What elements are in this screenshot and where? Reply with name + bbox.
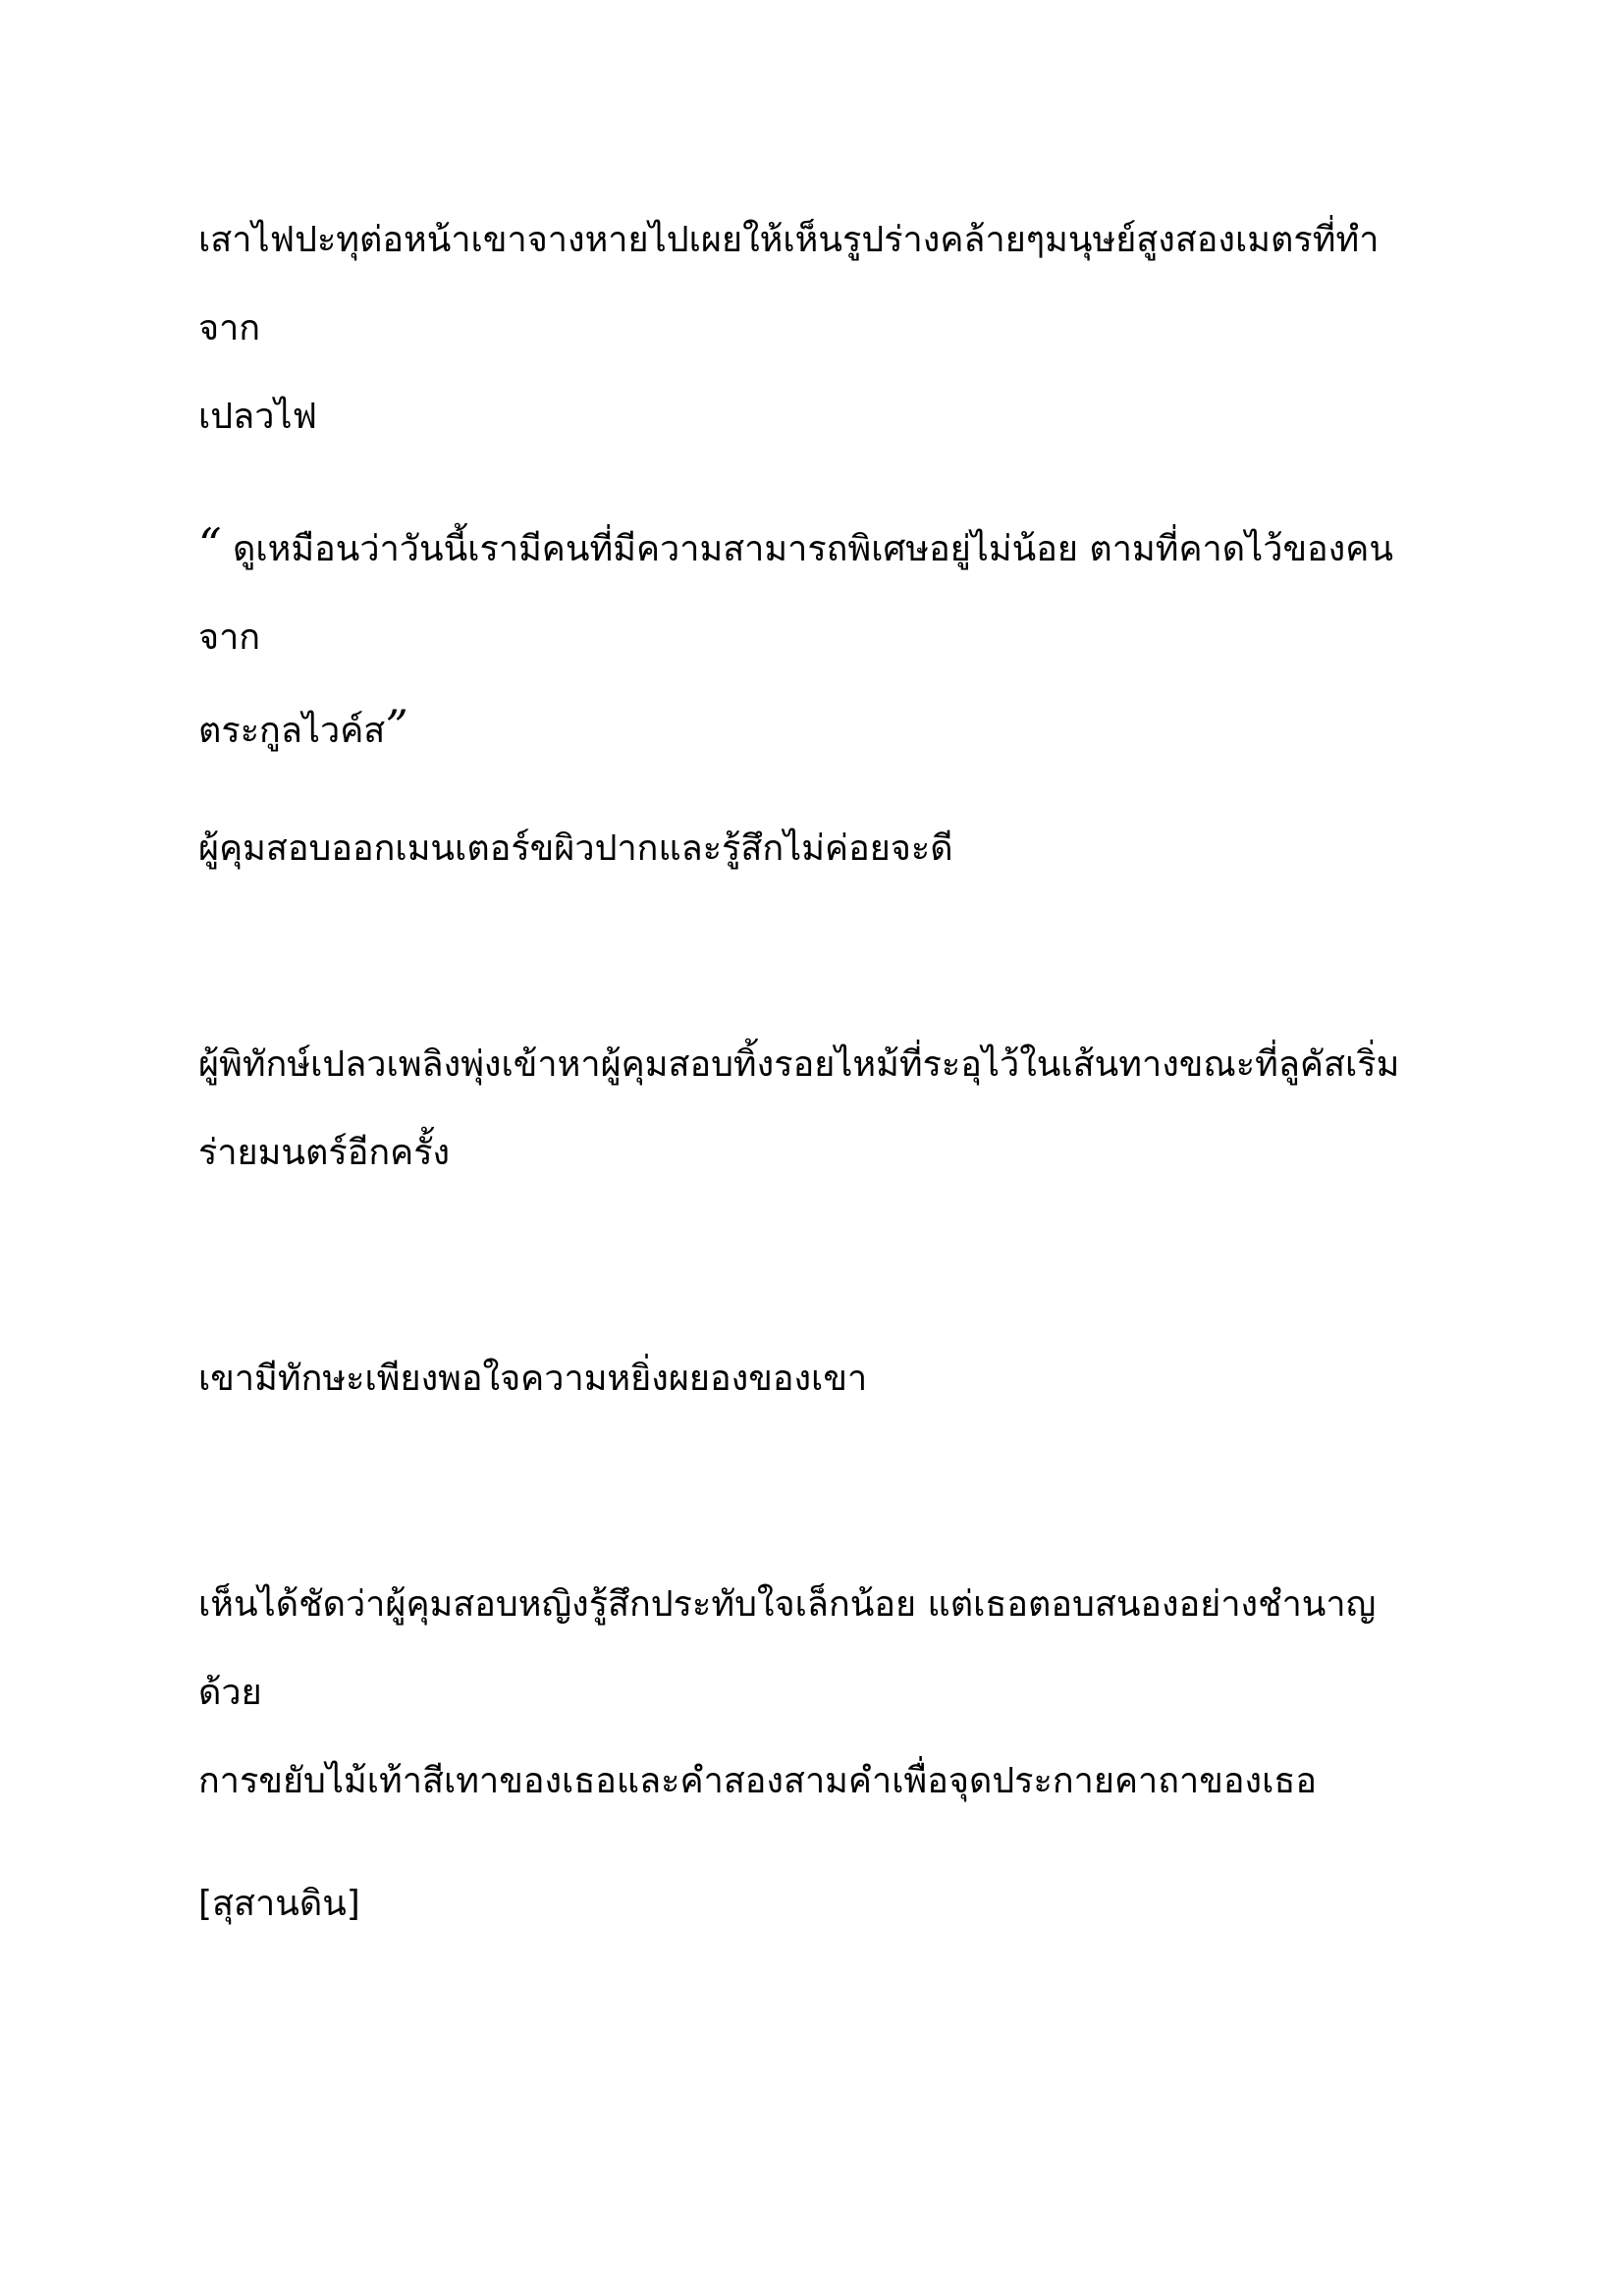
paragraph-examiner-whistle — [198, 805, 1435, 893]
close-quote: ” — [385, 700, 408, 753]
paragraph-skill — [198, 1335, 1435, 1423]
paragraph-line: [สุสานดิน] — [198, 1884, 360, 1924]
paragraph-dialogue — [198, 501, 1435, 775]
open-quote: “ — [198, 518, 222, 571]
paragraph-line: เขามีทักษะเพียงพอใจความหยิ่งผยองของเขา — [198, 1359, 868, 1399]
paragraph-fire-pillar — [198, 196, 1435, 461]
paragraph-female-examiner — [198, 1561, 1435, 1826]
paragraph-line: เห็นได้ชัดว่าผู้คุมสอบหญิงรู้สึกประทับใจเล็กน้อย แต่เธอตอบสนองอย่างชำนาญด้วย — [198, 1584, 1377, 1713]
paragraph-line: ดูเหมือนว่าวันนี้เรามีคนที่มีความสามารถพิเศษอยู่ไม่น้อย ตามที่คาดไว้ของคนจาก — [198, 529, 1393, 658]
paragraph-line: เสาไฟปะทุต่อหน้าเขาจางหายไปเผยให้เห็นรูปร่างคล้ายๆมนุษย์สูงสองเมตรที่ทำจาก — [198, 220, 1380, 348]
paragraph-line: เปลวไฟ — [198, 397, 318, 437]
paragraph-flame-guardian — [198, 1021, 1435, 1198]
paragraph-line: การขยับไม้เท้าสีเทาของเธอและคำสองสามคำเพื่อจุดประกายคาถาของเธอ — [198, 1761, 1317, 1801]
paragraph-line: ร่ายมนตร์อีกครั้ง — [198, 1133, 451, 1173]
paragraph-line: ตระกูลไวค์ส — [198, 711, 386, 751]
paragraph-spell-name — [198, 1860, 1435, 1949]
paragraph-line: ผู้คุมสอบออกเมนเตอร์ขผิวปากและรู้สึกไม่ค่อยจะดี — [198, 828, 953, 869]
paragraph-line: ผู้พิทักษ์เปลวเพลิงพุ่งเข้าหาผู้คุมสอบทิ้งรอยไหม้ที่ระอุไว้ในเส้นทางขณะที่ลูคัสเริ่ม — [198, 1044, 1400, 1085]
